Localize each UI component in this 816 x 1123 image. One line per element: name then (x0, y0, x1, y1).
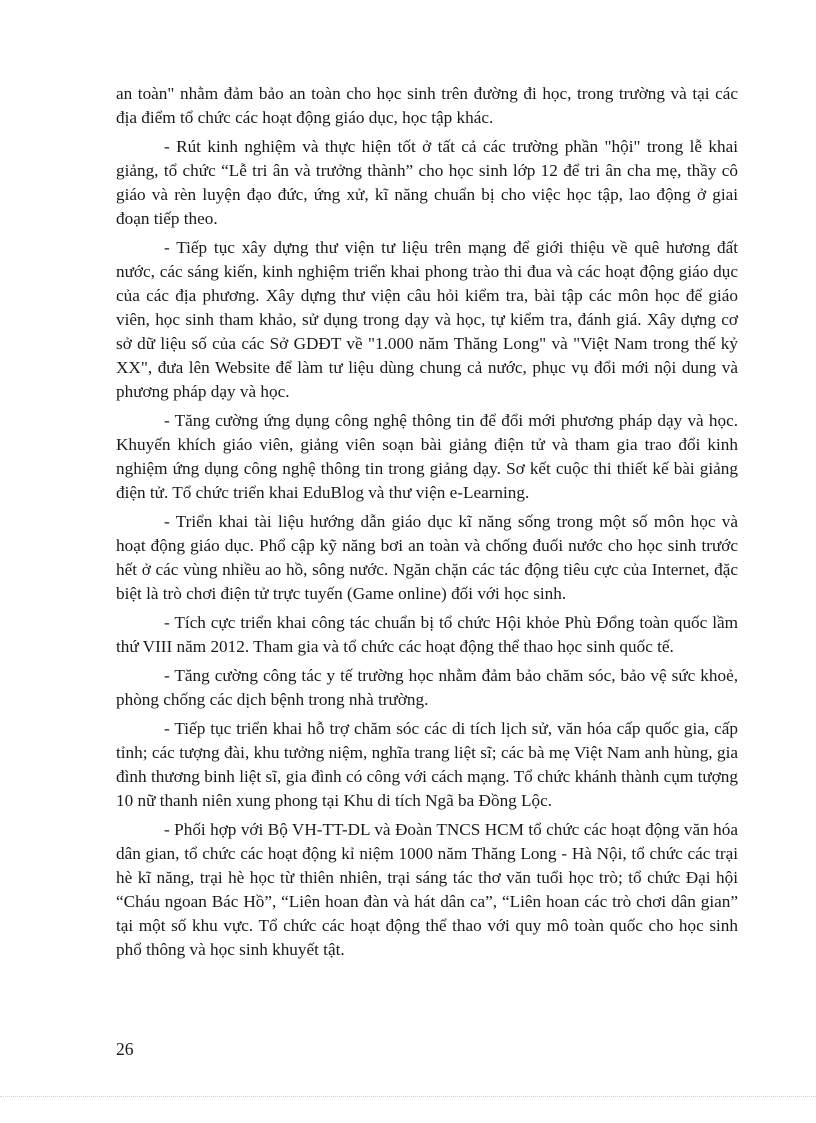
paragraph-continuation: an toàn" nhằm đảm bảo an toàn cho học sinh trên đường đi học, trong trường và tại các địa điểm tổ chức các hoạt động giáo dục, học tập khác. (116, 84, 738, 127)
paragraph-online-library: - Tiếp tục xây dựng thư viện tư liệu trên mạng để giới thiệu về quê hương đất nước, các sáng kiến, kinh nghiệm triển khai phong trào thi đua và các hoạt động giáo dục của các địa phương. Xây dựng thư viện câu hỏi kiểm tra, bài tập các môn học để giáo viên, học sinh tham khảo, sử dụng trong dạy và học, tự kiểm tra, đánh giá. Xây dựng cơ sở dữ liệu số của các Sở GDĐT về "1.000 năm Thăng Long" và "Việt Nam trong thế kỷ XX", đưa lên Website để làm tư liệu dùng chung cả nước, phục vụ đổi mới nội dung và phương pháp dạy và học. (116, 238, 738, 401)
paragraph-cultural-activities: - Phối hợp với Bộ VH-TT-DL và Đoàn TNCS HCM tổ chức các hoạt động văn hóa dân gian, tổ chức các hoạt động kỉ niệm 1000 năm Thăng Long - Hà Nội, tổ chức các trại hè kĩ năng, trại hè học từ thiên nhiên, trại sáng tác thơ văn tuổi học trò; tổ chức Đại hội “Cháu ngoan Bác Hồ”, “Liên hoan đàn và hát dân ca”, “Liên hoan các trò chơi dân gian” tại một số khu vực. Tổ chức các hoạt động thể thao với quy mô toàn quốc cho học sinh phổ thông và học sinh khuyết tật. (116, 820, 738, 959)
body-text (116, 82, 738, 967)
paragraph-it-application: - Tăng cường ứng dụng công nghệ thông tin để đổi mới phương pháp dạy và học. Khuyến khích giáo viên, giảng viên soạn bài giảng điện tử và tham gia trao đổi kinh nghiệm ứng dụng công nghệ thông tin trong giảng dạy. Sơ kết cuộc thi thiết kế bài giảng điện tử. Tổ chức triển khai EduBlog và thư viện e-Learning. (116, 411, 738, 502)
paragraph-school-health: - Tăng cường công tác y tế trường học nhằm đảm bảo chăm sóc, bảo vệ sức khoẻ, phòng chống các dịch bệnh trong nhà trường. (116, 666, 738, 709)
page-bottom-border (0, 1096, 816, 1097)
paragraph-historic-sites: - Tiếp tục triển khai hỗ trợ chăm sóc các di tích lịch sử, văn hóa cấp quốc gia, cấp tỉnh; các tượng đài, khu tưởng niệm, nghĩa trang liệt sĩ; các bà mẹ Việt Nam anh hùng, gia đình thương binh liệt sĩ, gia đình có công với cách mạng. Tổ chức khánh thành cụm tượng 10 nữ thanh niên xung phong tại Khu di tích Ngã ba Đồng Lộc. (116, 719, 738, 810)
paragraph-life-skills: - Triển khai tài liệu hướng dẫn giáo dục kĩ năng sống trong một số môn học và hoạt động giáo dục. Phổ cập kỹ năng bơi an toàn và chống đuối nước cho học sinh trước hết ở các vùng nhiều ao hồ, sông nước. Ngăn chặn các tác động tiêu cực của Internet, đặc biệt là trò chơi điện tử trực tuyến (Game online) đối với học sinh. (116, 512, 738, 603)
paragraph-phu-dong-games: - Tích cực triển khai công tác chuẩn bị tổ chức Hội khỏe Phù Đổng toàn quốc lầm thứ VIII năm 2012. Tham gia và tổ chức các hoạt động thể thao học sinh quốc tế. (116, 613, 738, 656)
paragraph-school-ceremony: - Rút kinh nghiệm và thực hiện tốt ở tất cả các trường phần "hội" trong lễ khai giảng, tổ chức “Lễ tri ân và trưởng thành” cho học sinh lớp 12 để tri ân cha mẹ, thầy cô giáo và rèn luyện đạo đức, ứng xử, kĩ năng chuẩn bị cho việc học tập, lao động ở giai đoạn tiếp theo. (116, 137, 738, 228)
page-number: 26 (116, 1039, 134, 1059)
